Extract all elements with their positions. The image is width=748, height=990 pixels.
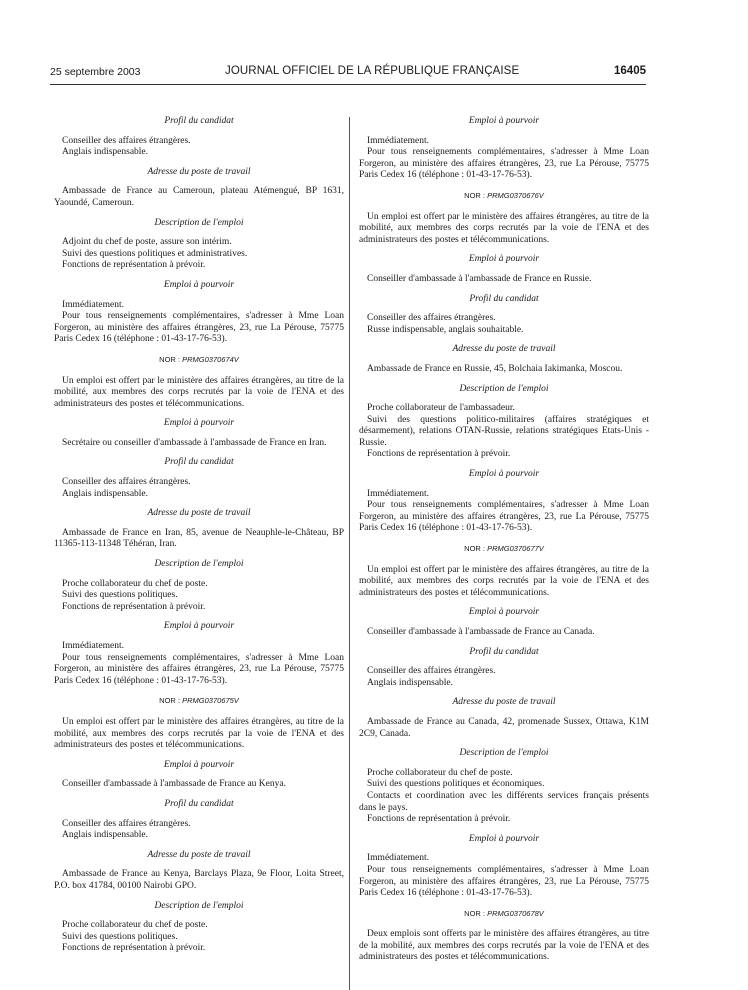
section-heading: Profil du candidat	[469, 646, 539, 657]
section-heading: Adresse du poste de travail	[147, 166, 251, 177]
text-line: Adjoint du chef de poste, assure son intérim.	[62, 237, 232, 248]
journal-title: JOURNAL OFFICIEL DE LA RÉPUBLIQUE FRANÇAISE	[225, 65, 520, 77]
nor-code: PRMG0370678V	[487, 908, 544, 918]
text-line: Anglais indispensable.	[62, 830, 149, 841]
nor-label: NOR :	[159, 696, 181, 706]
text-line: Immédiatement.	[367, 488, 429, 499]
text-line: Anglais indispensable.	[367, 677, 454, 688]
nor-label: NOR :	[159, 354, 181, 364]
section-heading: Emploi à pourvoir	[468, 469, 540, 480]
section-heading: Profil du candidat	[164, 116, 234, 126]
section-heading: Description de l'emploi	[459, 748, 549, 759]
paragraph: Conseiller d'ambassade à l'ambassade de France au Canada.	[367, 627, 595, 637]
text-line: Anglais indispensable.	[62, 147, 149, 158]
text-line: Proche collaborateur du chef de poste.	[367, 767, 513, 778]
text-line: Proche collaborateur du chef de poste.	[62, 578, 208, 589]
nor-label: NOR :	[464, 544, 486, 554]
nor-reference	[359, 190, 649, 202]
left-column	[54, 116, 344, 963]
issue-date: 25 septembre 2003	[50, 66, 141, 78]
section-heading: Description de l'emploi	[154, 900, 244, 911]
section-heading: Description de l'emploi	[154, 559, 244, 570]
section-heading: Emploi à pourvoir	[163, 621, 235, 632]
text-line: Proche collaborateur du chef de poste.	[62, 920, 208, 931]
section-heading: Emploi à pourvoir	[468, 116, 540, 126]
paragraph: Pour tous renseignements complémentaires, s'adresser à Mme Loan Forgeron, au ministère des affaires étrangères, 23, rue La Pérouse, 75775 Paris Cedex 16 (téléphone : 01-43-17-76-53).	[359, 864, 649, 899]
text-line: Fonctions de représentation à prévoir.	[62, 260, 206, 271]
text-line: Immédiatement.	[62, 299, 124, 310]
paragraph: Ambassade de France au Canada, 42, promenade Sussex, Ottawa, K1M 2C9, Canada.	[359, 716, 649, 739]
text-line: Anglais indispensable.	[62, 488, 149, 499]
text-line: Proche collaborateur de l'ambassadeur.	[367, 403, 515, 414]
text-block	[54, 819, 344, 842]
section-heading: Profil du candidat	[164, 798, 234, 809]
right-column	[359, 116, 649, 972]
text-line: Fonctions de représentation à prévoir.	[367, 449, 511, 460]
section-heading: Emploi à pourvoir	[468, 254, 540, 265]
text-line: Immédiatement.	[62, 641, 124, 651]
nor-code: PRMG0370674V	[182, 354, 239, 364]
text-block	[359, 666, 649, 689]
paragraph: Ambassade de France au Kenya, Barclays Plaza, 9e Floor, Loita Street, P.O. box 41784, 00100 Nairobi GPO.	[54, 869, 344, 891]
nor-reference	[359, 908, 649, 920]
text-block	[54, 237, 344, 272]
text-block	[54, 477, 344, 500]
section-heading: Adresse du poste de travail	[452, 697, 556, 708]
section-heading: Emploi à pourvoir	[163, 418, 235, 429]
nor-reference	[359, 543, 649, 555]
nor-code: PRMG0370675V	[182, 696, 239, 706]
text-line: Suivi des questions politiques et administratives.	[62, 248, 248, 259]
paragraph: Deux emplois sont offerts par le ministère des affaires étrangères, au titre de la mobilité, aux membres des corps recrutés par la voie de l'ENA et des administrateurs des postes et télécommunications.	[359, 929, 649, 963]
text-block	[54, 920, 344, 955]
text-line: Suivi des questions politiques.	[62, 590, 178, 601]
section-heading: Description de l'emploi	[459, 383, 549, 394]
nor-reference	[54, 354, 344, 366]
text-line: Fonctions de représentation à prévoir.	[62, 943, 206, 954]
nor-reference	[54, 695, 344, 707]
text-line: Suivi des questions politiques et économiques.	[367, 779, 545, 790]
section-heading: Adresse du poste de travail	[147, 849, 251, 860]
section-heading: Adresse du poste de travail	[452, 344, 556, 355]
section-heading: Emploi à pourvoir	[468, 607, 540, 618]
header-rule	[50, 84, 646, 85]
paragraph: Un emploi est offert par le ministère des affaires étrangères, au titre de la mobilité, aux membres des corps recrutés par la voie de l'ENA et des administrateurs des postes et télécommunications.	[54, 375, 344, 409]
text-line: Russe indispensable, anglais souhaitable.	[367, 324, 524, 335]
text-block	[54, 579, 344, 614]
text-line: Conseiller des affaires étrangères.	[367, 313, 496, 324]
paragraph: Suivi des questions politico-militaires (affaires stratégiques et désarmement), relations OTAN-Russie, relations stratégiques Etats-Unis - Russie.	[359, 414, 649, 448]
paragraph: Ambassade de France au Cameroun, plateau Atémengué, BP 1631, Yaoundé, Cameroun.	[54, 186, 344, 208]
paragraph: Pour tous renseignements complémentaires, s'adresser à Mme Loan Forgeron, au ministère des affaires étrangères, 23, rue La Pérouse, 75775 Paris Cedex 16 (téléphone : 01-43-17-76-53).	[359, 500, 649, 534]
nor-label: NOR :	[464, 908, 486, 918]
text-block	[359, 313, 649, 336]
paragraph: Pour tous renseignements complémentaires, s'adresser à Mme Loan Forgeron, au ministère des affaires étrangères, 23, rue La Pérouse, 75775 Paris Cedex 16 (téléphone : 01-43-17-76-53).	[359, 147, 649, 181]
paragraph: Ambassade de France en Iran, 85, avenue de Neauphle-le-Château, BP 11365-113-11348 Téhéran, Iran.	[54, 527, 344, 550]
nor-label: NOR :	[464, 190, 486, 200]
section-heading: Emploi à pourvoir	[163, 759, 235, 770]
paragraph: Conseiller d'ambassade à l'ambassade de France au Kenya.	[62, 779, 286, 790]
paragraph: Un emploi est offert par le ministère des affaires étrangères, au titre de la mobilité, aux membres des corps recrutés par la voie de l'ENA et des administrateurs des postes et télécommunications.	[54, 716, 344, 751]
text-block	[54, 136, 344, 159]
paragraph: Un emploi est offert par le ministère des affaires étrangères, au titre de la mobilité, aux membres des corps recrutés par la voie de l'ENA et des administrateurs des postes et télécommunications.	[359, 564, 649, 598]
page-number: 16405	[614, 65, 646, 77]
text-line: Fonctions de représentation à prévoir.	[367, 814, 511, 825]
paragraph: Pour tous renseignements complémentaires, s'adresser à Mme Loan Forgeron, au ministère des affaires étrangères, 23, rue La Pérouse, 75775 Paris Cedex 16 (téléphone : 01-43-17-76-53).	[54, 311, 344, 345]
paragraph: Pour tous renseignements complémentaires, s'adresser à Mme Loan Forgeron, au ministère des affaires étrangères, 23, rue La Pérouse, 75775 Paris Cedex 16 (téléphone : 01-43-17-76-53).	[54, 652, 344, 686]
nor-code: PRMG0370677V	[487, 544, 544, 554]
text-line: Fonctions de représentation à prévoir.	[62, 601, 206, 612]
section-heading: Profil du candidat	[164, 457, 234, 468]
section-heading: Description de l'emploi	[154, 217, 244, 228]
text-line: Conseiller des affaires étrangères.	[62, 477, 191, 488]
nor-code: PRMG0370676V	[487, 190, 544, 200]
text-line: Conseiller des affaires étrangères.	[62, 135, 191, 146]
text-line: Conseiller des affaires étrangères.	[367, 666, 496, 677]
page-header	[50, 66, 646, 82]
text-line: Suivi des questions politiques.	[62, 931, 178, 942]
column-divider	[349, 117, 350, 990]
text-line: Conseiller des affaires étrangères.	[62, 818, 191, 829]
section-heading: Profil du candidat	[469, 293, 539, 304]
paragraph: Contacts et coordination avec les différents services français présents dans le pays.	[359, 790, 649, 813]
section-heading: Emploi à pourvoir	[468, 833, 540, 844]
text-line: Immédiatement.	[367, 135, 429, 146]
paragraph: Conseiller d'ambassade à l'ambassade de France en Russie.	[367, 273, 592, 284]
section-heading: Adresse du poste de travail	[147, 508, 251, 519]
text-line: Immédiatement.	[367, 853, 429, 864]
paragraph: Secrétaire ou conseiller d'ambassade à l'ambassade de France en Iran.	[62, 437, 327, 448]
paragraph: Un emploi est offert par le ministère des affaires étrangères, au titre de la mobilité, aux membres des corps recrutés par la voie de l'ENA et des administrateurs des postes et télécommunications.	[359, 211, 649, 245]
section-heading: Emploi à pourvoir	[163, 279, 235, 290]
paragraph: Ambassade de France en Russie, 45, Bolchaia Iakimanka, Moscou.	[367, 363, 623, 374]
